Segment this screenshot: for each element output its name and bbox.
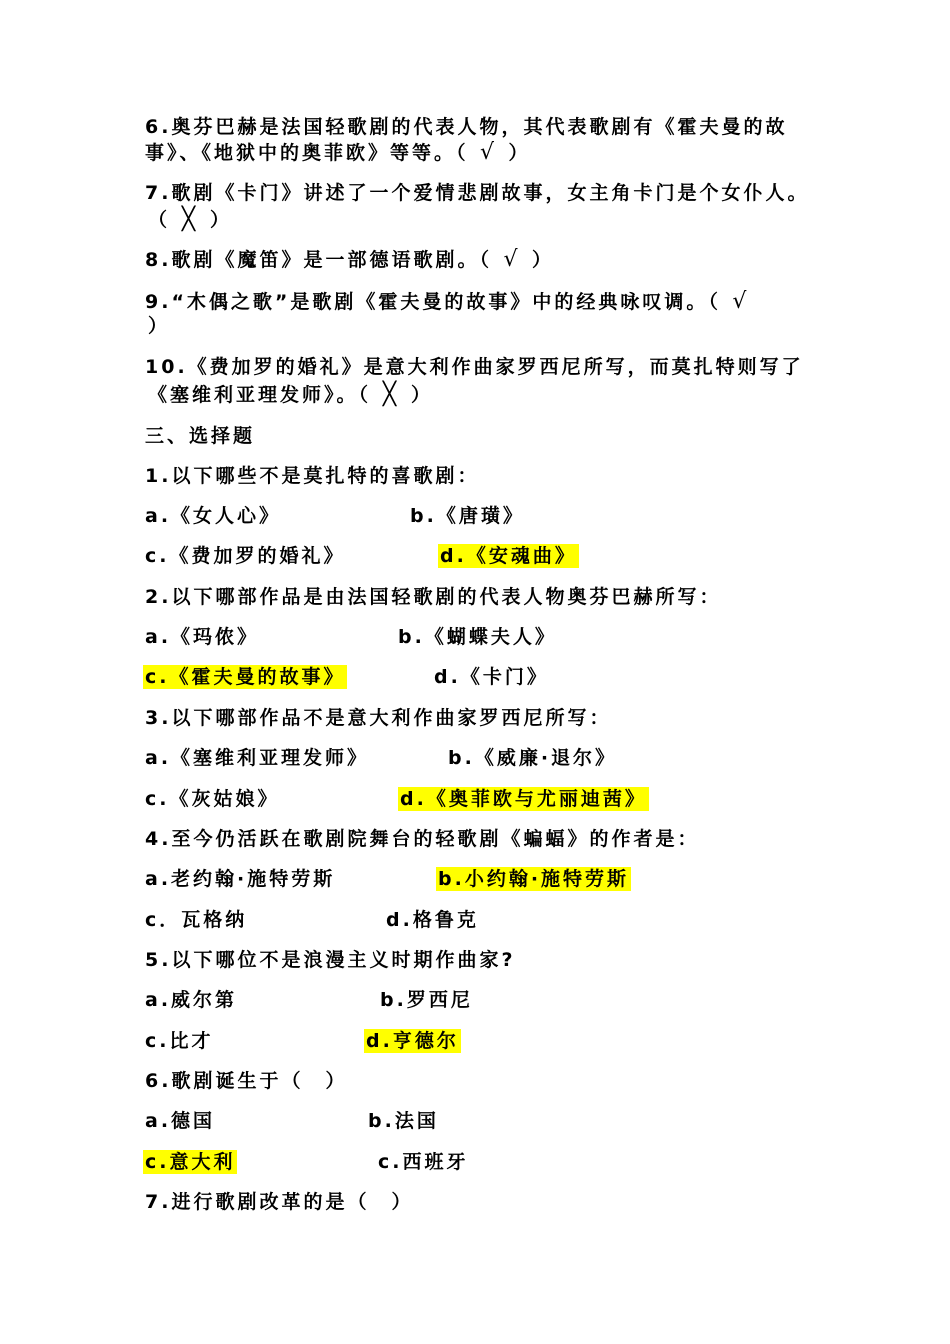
mc-q4-option-a: a.老约翰·施特劳斯 [145, 868, 336, 890]
tf-q10-line1: 10.《费加罗的婚礼》是意大利作曲家罗西尼所写，而莫扎特则写了 [145, 356, 804, 378]
tf-q6-text: 事》、《地狱中的奥菲欧》等等。（ [145, 142, 469, 164]
mc-q3: 3.以下哪部作品不是意大利作曲家罗西尼所写： [145, 707, 612, 729]
tf-q7-line1: 7.歌剧《卡门》讲述了一个爱情悲剧故事，女主角卡门是个女仆人。 [145, 182, 810, 204]
mc-q3-option-b: b.《威廉·退尔》 [448, 747, 618, 769]
mc-q5-option-d-answer: d.亨德尔 [366, 1030, 459, 1052]
check-mark-icon: √ [503, 247, 521, 272]
mc-q1-option-c: c.《费加罗的婚礼》 [145, 545, 346, 567]
mc-q6-option-b: b.法国 [368, 1110, 439, 1132]
mc-q2-option-c-answer: c.《霍夫曼的故事》 [145, 666, 346, 688]
tf-q6-line2 [145, 141, 531, 165]
mc-q5: 5.以下哪位不是浪漫主义时期作曲家? [145, 949, 516, 971]
mc-q1: 1.以下哪些不是莫扎特的喜歌剧： [145, 465, 480, 487]
mc-q5-option-a: a.威尔第 [145, 989, 238, 1011]
mc-q2-option-b: b.《蝴蝶夫人》 [398, 626, 557, 648]
tf-q8-close: ） [531, 249, 554, 271]
mc-q3-option-c: c.《灰姑娘》 [145, 788, 280, 810]
tf-q7-close: ） [210, 209, 233, 231]
mc-q1-option-a: a.《女人心》 [145, 505, 282, 527]
mc-q2-option-d: d.《卡门》 [434, 666, 549, 688]
cross-mark-icon: ╳ [382, 382, 400, 407]
tf-q8-text: 8.歌剧《魔笛》是一部德语歌剧。（ [145, 249, 492, 271]
tf-q10-close: ） [411, 384, 434, 406]
mc-q6-option-c-answer: c.意大利 [145, 1151, 236, 1173]
tf-q6-close: ） [508, 142, 531, 164]
tf-q10-text: 《塞维利亚理发师》。（ [148, 384, 372, 406]
mc-q6-option-d: c.西班牙 [378, 1151, 469, 1173]
mc-q7: 7.进行歌剧改革的是（ ） [145, 1191, 414, 1213]
mc-q4-option-c: c．瓦格纳 [145, 909, 248, 931]
tf-q7-line2 [148, 208, 232, 232]
mc-q3-option-d-answer: d.《奥菲欧与尤丽迪茜》 [400, 788, 647, 810]
mc-q6: 6.歌剧诞生于（ ） [145, 1070, 348, 1092]
tf-q7-open: （ [148, 209, 171, 231]
mc-q4-option-d: d.格鲁克 [386, 909, 479, 931]
mc-q3-option-a: a.《塞维利亚理发师》 [145, 747, 370, 769]
mc-q2-option-a: a.《玛侬》 [145, 626, 260, 648]
check-mark-icon: √ [732, 289, 750, 314]
tf-q9-line1 [145, 290, 761, 314]
mc-q2: 2.以下哪部作品是由法国轻歌剧的代表人物奥芬巴赫所写： [145, 586, 722, 608]
mc-q5-option-c: c.比才 [145, 1030, 214, 1052]
check-mark-icon: √ [480, 140, 498, 165]
mc-q4-option-b-answer: b.小约翰·施特劳斯 [438, 868, 630, 890]
tf-q10-line2 [148, 383, 433, 407]
cross-mark-icon: ╳ [181, 207, 199, 232]
tf-q9-line2: ） [148, 315, 171, 337]
mc-q1-option-b: b.《唐璜》 [410, 505, 525, 527]
tf-q9-text: 9.“木偶之歌”是歌剧《霍夫曼的故事》中的经典咏叹调。（ [145, 291, 721, 313]
section-title: 三、选择题 [145, 425, 256, 447]
mc-q5-option-b: b.罗西尼 [380, 989, 473, 1011]
tf-q6-line1: 6.奥芬巴赫是法国轻歌剧的代表人物，其代表歌剧有《霍夫曼的故 [145, 116, 788, 138]
mc-q6-option-a: a.德国 [145, 1110, 216, 1132]
mc-q1-option-d-answer: d.《安魂曲》 [440, 545, 577, 567]
tf-q8 [145, 248, 554, 272]
mc-q4: 4.至今仍活跃在歌剧院舞台的轻歌剧《蝙蝠》的作者是： [145, 828, 700, 850]
